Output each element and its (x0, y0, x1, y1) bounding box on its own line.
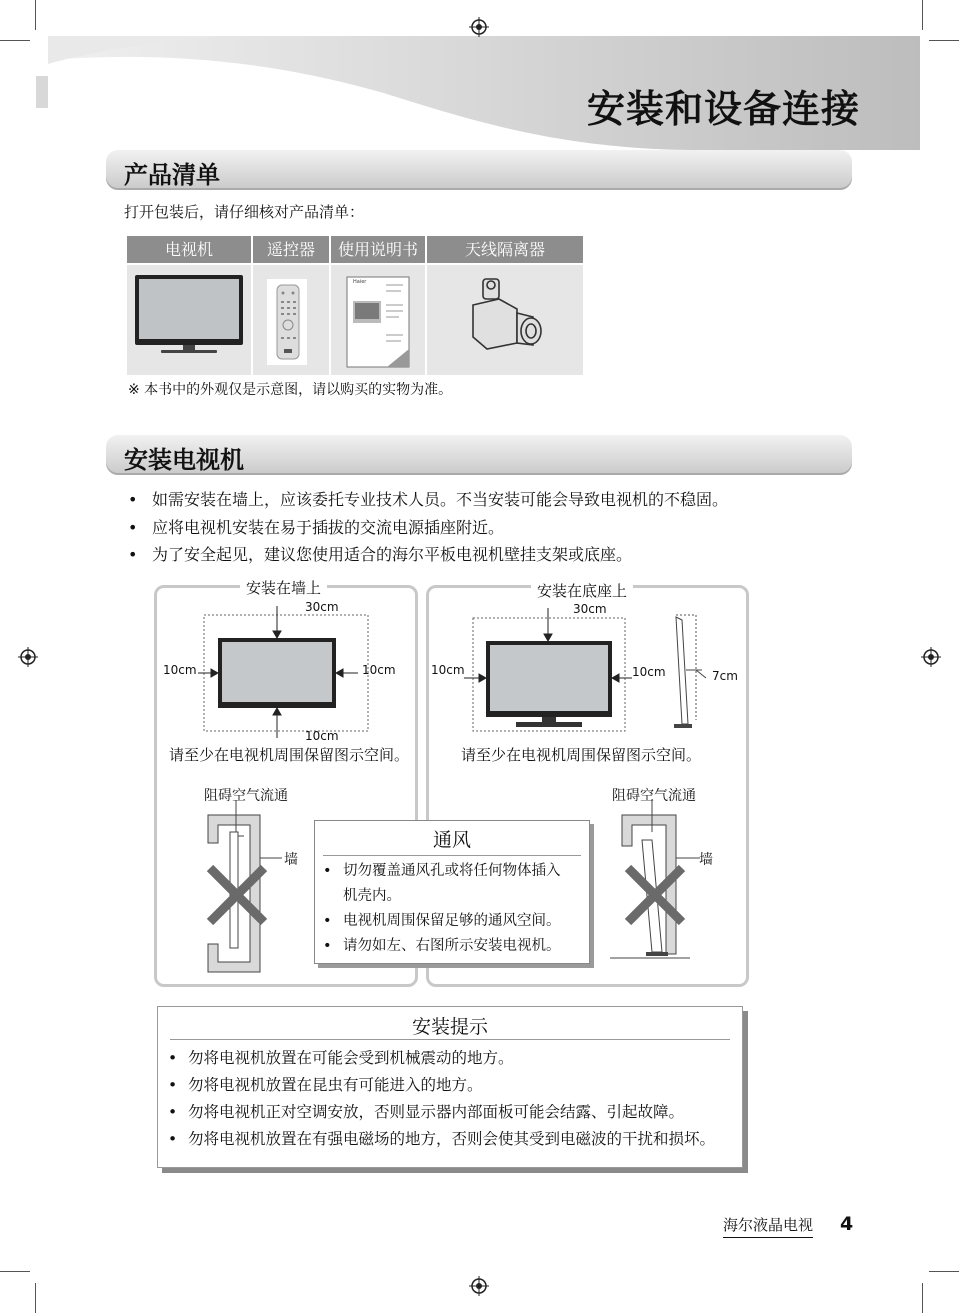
appearance-note: ※ 本书中的外观仅是示意图，请以购买的实物为准。 (128, 382, 453, 398)
wall-caption: 请至少在电视机周围保留图示空间。 (169, 746, 410, 764)
registration-mark-icon (469, 1276, 489, 1296)
product-list-intro: 打开包装后，请仔细核对产品清单： (124, 203, 365, 221)
footer-brand: 海尔液晶电视 (723, 1214, 813, 1238)
list-item: • 勿将电视机放置在昆虫有可能进入的地方。 (166, 1072, 715, 1099)
list-item: • 切勿覆盖通风孔或将任何物体插入 (321, 859, 561, 884)
product-header-isolator: 天线隔离器 (427, 236, 583, 263)
wall-left-dimension: 10cm (163, 663, 197, 677)
wall-label: 墙 (284, 852, 298, 868)
chapter-title: 安装和设备连接 (586, 87, 860, 131)
list-item: • 为了安全起见，建议您使用适合的海尔平板电视机壁挂支架或底座。 (124, 541, 728, 569)
stand-caption: 请至少在电视机周围保留图示空间。 (461, 746, 702, 764)
wall-mount-title: 安装在墙上 (240, 577, 327, 598)
product-image-remote (253, 265, 329, 375)
product-header-manual: 使用说明书 (331, 236, 425, 263)
section-header-install-tv (106, 435, 852, 475)
product-image-tv (127, 265, 251, 375)
product-header-tv: 电视机 (127, 236, 251, 263)
list-item: • 如需安装在墙上，应该委托专业技术人员。不当安装可能会导致电视机的不稳固。 (124, 486, 728, 514)
stand-left-dimension: 10cm (431, 663, 465, 677)
section-title: 安装电视机 (124, 446, 244, 474)
registration-mark-icon (18, 647, 38, 667)
stand-back-dimension: 7cm (712, 669, 738, 683)
product-image-isolator (427, 265, 583, 375)
divider (170, 1039, 730, 1040)
list-item: • 请勿如左、右图所示安装电视机。 (321, 934, 561, 959)
stand-mount-title: 安装在底座上 (531, 580, 633, 601)
stand-top-dimension: 30cm (573, 602, 607, 616)
wall-bottom-dimension: 10cm (305, 729, 339, 743)
divider (323, 855, 581, 856)
list-item: • 勿将电视机正对空调安放，否则显示器内部面板可能会结露、引起故障。 (166, 1099, 715, 1126)
registration-mark-icon (469, 17, 489, 37)
product-table (127, 236, 583, 375)
crop-mark (0, 40, 30, 41)
registration-mark-icon (921, 647, 941, 667)
product-image-manual (331, 265, 425, 375)
wall-blocked-label: 阻碍空气流通 (204, 788, 288, 804)
list-item: • 勿将电视机放置在有强电磁场的地方，否则会使其受到电磁波的干扰和损坏。 (166, 1126, 715, 1153)
list-item-continuation: 机壳内。 (343, 888, 401, 904)
tv-icon (127, 265, 251, 375)
antenna-isolator-icon (427, 265, 583, 375)
manual-brand: Haier (353, 279, 367, 285)
crop-mark (922, 1283, 923, 1313)
install-tips-box (157, 1006, 743, 1168)
ventilation-list (321, 859, 561, 959)
stand-wall-label: 墙 (699, 852, 713, 868)
wall-top-dimension: 30cm (305, 600, 339, 614)
remote-control-icon (253, 265, 329, 375)
ventilation-title: 通风 (432, 829, 471, 851)
product-header-remote: 遥控器 (253, 236, 329, 263)
section-header-product-list (106, 150, 852, 190)
crop-mark (929, 40, 959, 41)
list-item: • 勿将电视机放置在可能会受到机械震动的地方。 (166, 1045, 715, 1072)
crop-mark (0, 1271, 30, 1272)
install-bullets (124, 486, 728, 569)
crop-mark (35, 0, 36, 30)
list-item: • 应将电视机安装在易于插拔的交流电源插座附近。 (124, 514, 728, 542)
stand-blocked-label: 阻碍空气流通 (612, 788, 696, 804)
crop-mark (35, 1283, 36, 1313)
list-item: • 电视机周围保留足够的通风空间。 (321, 909, 561, 934)
install-tips-title: 安装提示 (411, 1016, 488, 1038)
crop-mark (929, 1271, 959, 1272)
wall-right-dimension: 10cm (362, 663, 396, 677)
manual-icon (331, 265, 425, 375)
ventilation-box (314, 820, 590, 964)
section-title: 产品清单 (124, 161, 220, 189)
install-tips-list (166, 1045, 715, 1153)
page-number: 4 (840, 1213, 854, 1235)
stand-right-dimension: 10cm (632, 665, 666, 679)
crop-mark (922, 0, 923, 30)
